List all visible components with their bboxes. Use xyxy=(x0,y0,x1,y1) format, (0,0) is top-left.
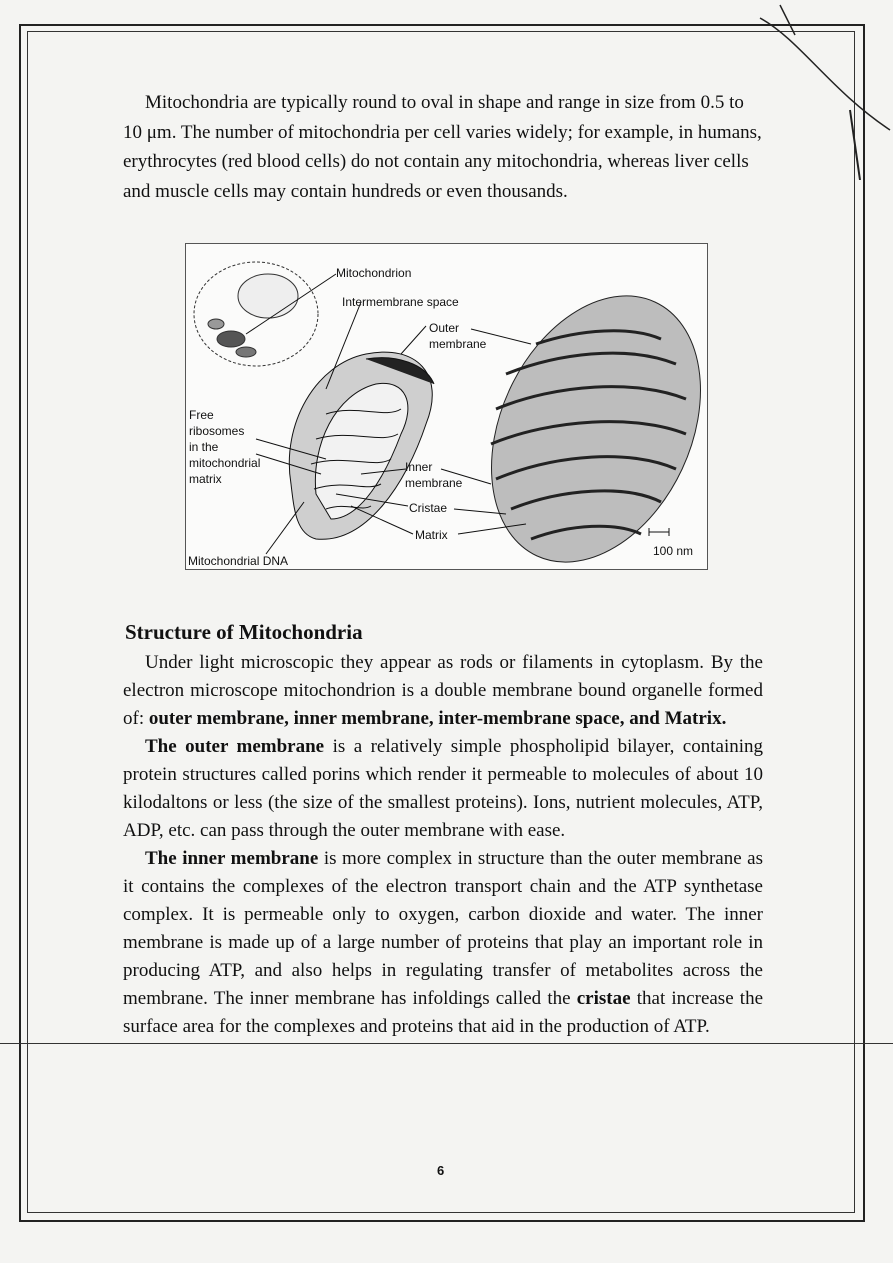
label-in-the: in the xyxy=(189,440,219,454)
label-matrix: Matrix xyxy=(415,528,448,542)
label-outer-membrane: membrane xyxy=(429,337,487,351)
p1-end: . xyxy=(721,708,727,729)
label-intermembrane-space: Intermembrane space xyxy=(342,295,459,309)
section-heading: Structure of Mitochondria xyxy=(125,620,363,644)
label-ribosomes: ribosomes xyxy=(189,424,245,438)
p3-text: is more complex in structure than the outer membrane as it contains the complexes of the electron transport chain and the ATP synthetase complex. It is permeable only to oxygen, carbon dioxide and water. The inner membrane is made up of a large number of proteins that play an important role in producing ATP, and also helps in regulating transfer of metabolites across the membrane. The inner membrane has infoldings called the xyxy=(123,848,764,1009)
page-number: 6 xyxy=(437,1163,445,1178)
inner-membrane-term: The inner membrane xyxy=(145,848,319,869)
structure-p1 xyxy=(123,649,763,733)
label-cristae: Cristae xyxy=(409,501,448,515)
label-mitochondrion: Mitochondrion xyxy=(336,266,412,280)
structure-paragraphs xyxy=(123,649,763,1041)
structure-p2 xyxy=(123,733,763,845)
mitochondria-illustration xyxy=(186,244,707,569)
label-outer: Outer xyxy=(429,321,460,335)
structure-p3 xyxy=(123,845,763,1041)
label-mitochondrial: mitochondrial xyxy=(189,456,261,470)
label-inner-membrane: membrane xyxy=(405,476,463,490)
intro-paragraph xyxy=(123,88,763,206)
cell-sketch xyxy=(194,262,318,366)
p1-bold-terms: outer membrane, inner membrane, inter-membrane space, and Matrix xyxy=(148,708,722,729)
label-free: Free xyxy=(189,408,214,422)
scan-line xyxy=(0,1043,893,1044)
label-inner: Inner xyxy=(405,460,433,474)
p3-end: that increase the surface area for the complexes and proteins that aid in the production of ATP. xyxy=(123,988,764,1037)
mitochondria-figure xyxy=(185,243,708,570)
electron-micrograph xyxy=(451,262,707,569)
intro-text: Mitochondria are typically round to oval in shape and range in size from 0.5 to 10 μm. The number of mitochondria per cell varies widely; for example, in humans, erythrocytes (red blood cells) do not contain any mitochondria, whereas liver cells and muscle cells may contain hundreds or even thousands. xyxy=(123,92,762,202)
cristae-term: cristae xyxy=(576,988,631,1009)
label-scale-bar: 100 nm xyxy=(653,544,694,558)
p1-text: Under light microscopic they appear as rods or filaments in cytoplasm. By the electron microscope mitochondrion is a double membrane bound organelle formed of: xyxy=(123,652,763,729)
label-mitochondrial-dna: Mitochondrial DNA xyxy=(188,554,289,568)
p2-text: is a relatively simple phospholipid bilayer, containing protein structures called porins which render it permeable to molecules of about 10 kilodaltons or less (the size of the smallest proteins). Ions, nutrient molecules, ATP, ADP, etc. can pass through the outer membrane with ease. xyxy=(123,736,764,841)
label-matrix-free: matrix xyxy=(189,472,222,486)
outer-membrane-term: The outer membrane xyxy=(145,736,325,757)
